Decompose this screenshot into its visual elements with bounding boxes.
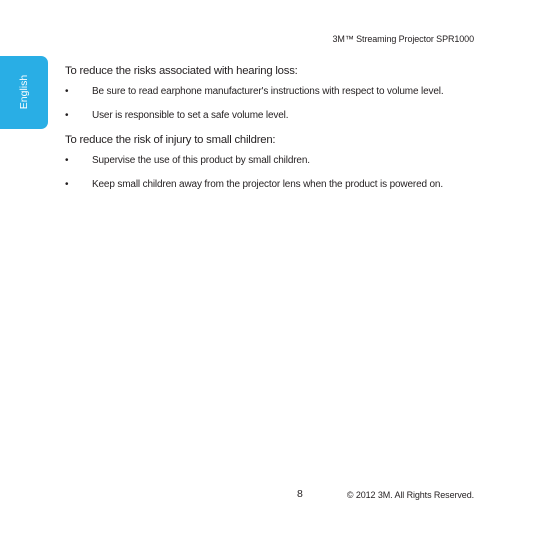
list-item-text: Keep small children away from the projector lens when the product is powered on.: [92, 179, 443, 190]
list-item: [65, 109, 465, 123]
section-heading-hearing-loss: To reduce the risks associated with hearing loss:: [65, 65, 298, 77]
list-item-text: User is responsible to set a safe volume level.: [92, 110, 289, 121]
bullet-glyph: •: [65, 179, 69, 190]
list-item-text: Be sure to read earphone manufacturer's instructions with respect to volume level.: [92, 86, 444, 97]
list-item: [65, 154, 465, 168]
language-tab: [0, 56, 48, 129]
section-heading-small-children: To reduce the risk of injury to small children:: [65, 134, 276, 146]
document-header-title: 3M™ Streaming Projector SPR1000: [332, 34, 474, 44]
list-item: [65, 85, 465, 99]
list-item: [65, 178, 465, 192]
bullet-list-small-children: [65, 154, 465, 192]
list-item-text: Supervise the use of this product by small children.: [92, 155, 310, 166]
bullet-glyph: •: [65, 86, 69, 97]
page-content: [65, 64, 465, 202]
page-number: 8: [297, 488, 303, 500]
bullet-glyph: •: [65, 110, 69, 121]
bullet-list-hearing-loss: [65, 85, 465, 123]
copyright-notice: © 2012 3M. All Rights Reserved.: [346, 490, 474, 500]
bullet-glyph: •: [65, 155, 69, 166]
language-tab-label: English: [18, 74, 30, 110]
